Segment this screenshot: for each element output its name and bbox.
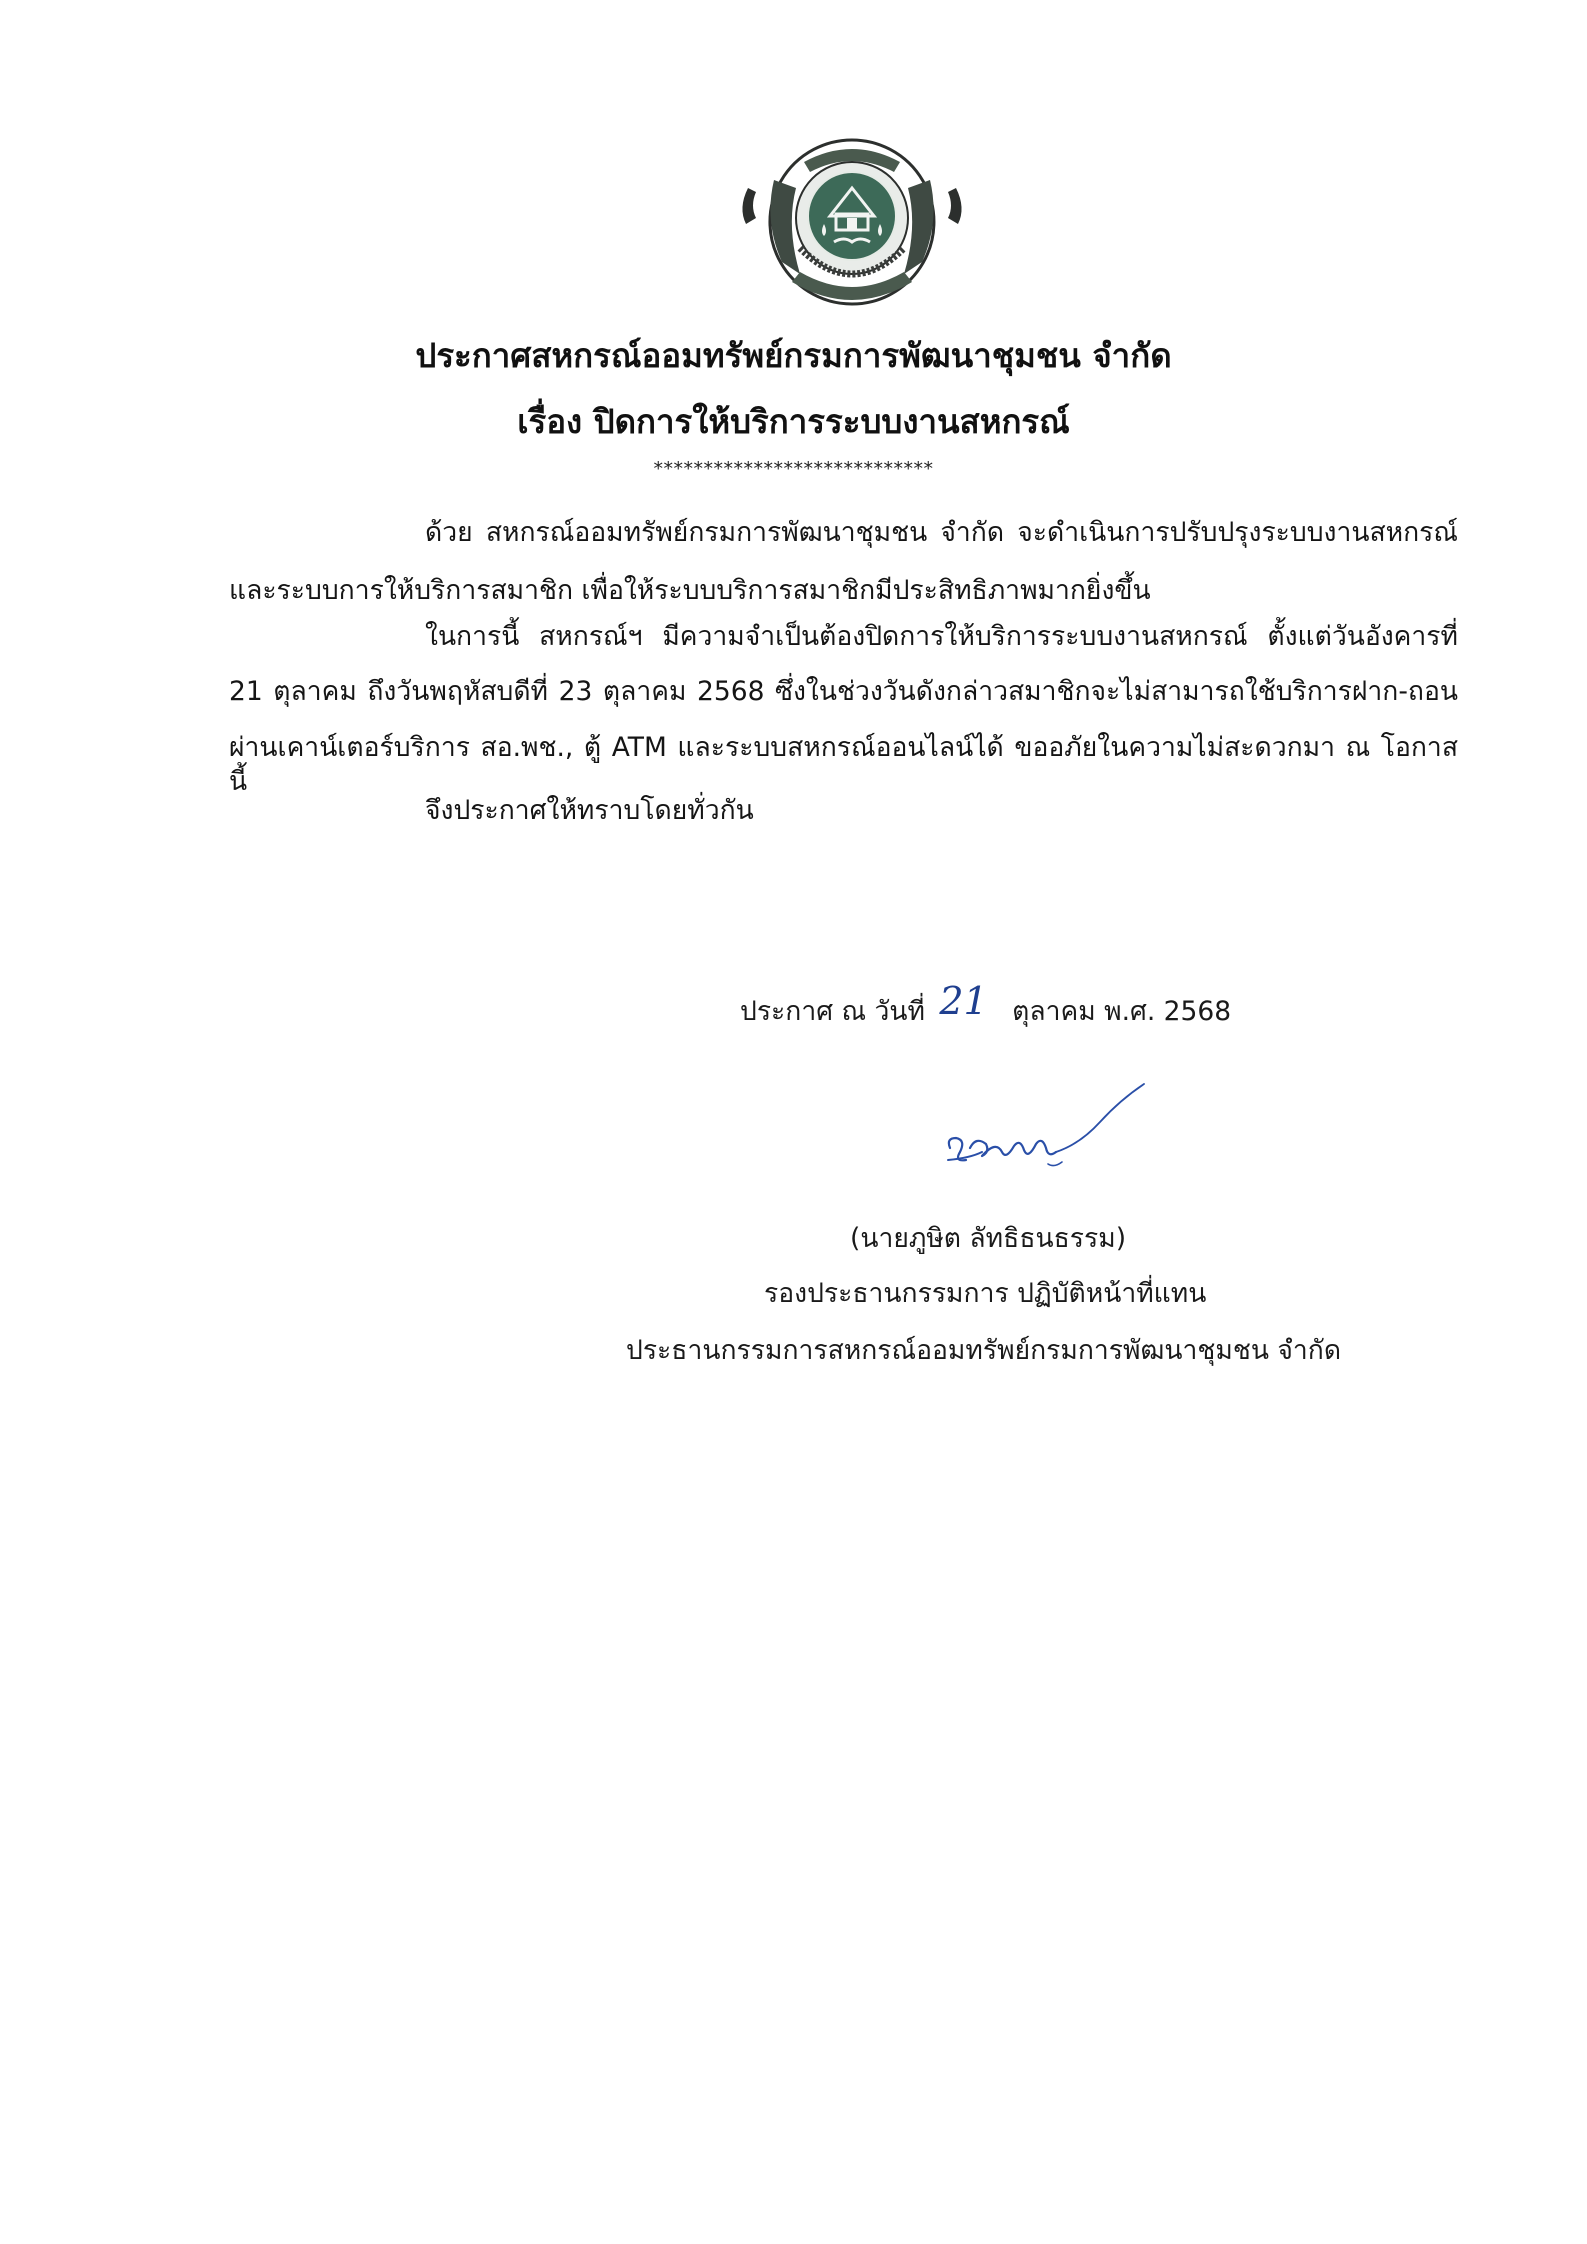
paragraph-3: จึงประกาศให้ทราบโดยทั่วกัน [425,795,754,826]
signatory-name: (นายภูษิต ลัทธิธนธรรม) [850,1223,1127,1254]
handwritten-signature-icon [930,1078,1160,1188]
paragraph-2-line-1: ในการนี้ สหกรณ์ฯ มีความจำเป็นต้องปิดการให้บริการระบบงานสหกรณ์ ตั้งแต่วันอังคารที่ [425,621,1458,652]
announcement-title: ประกาศสหกรณ์ออมทรัพย์กรมการพัฒนาชุมชน จำกัด [415,336,1172,375]
title-separator: **************************** [653,458,934,480]
date-prefix: ประกาศ ณ วันที่ [740,996,925,1027]
announcement-subject: เรื่อง ปิดการให้บริการระบบงานสหกรณ์ [517,402,1070,441]
paragraph-2-line-3: ผ่านเคาน์เตอร์บริการ สอ.พช., ตู้ ATM และระบบสหกรณ์ออนไลน์ได้ ขออภัยในความไม่สะดวกมา ณ โอกาสนี้ [229,732,1458,797]
paragraph-1-line-1: ด้วย สหกรณ์ออมทรัพย์กรมการพัฒนาชุมชน จำกัด จะดำเนินการปรับปรุงระบบงานสหกรณ์ [425,517,1458,548]
paragraph-2-line-2: 21 ตุลาคม ถึงวันพฤหัสบดีที่ 23 ตุลาคม 2568 ซึ่งในช่วงวันดังกล่าวสมาชิกจะไม่สามารถใช้บริการฝาก-ถอน [229,676,1458,707]
cooperative-seal-icon [734,132,970,312]
date-suffix: ตุลาคม พ.ศ. 2568 [1012,996,1232,1027]
paragraph-1-line-2: และระบบการให้บริการสมาชิก เพื่อให้ระบบบริการสมาชิกมีประสิทธิภาพมากยิ่งขึ้น [229,575,1151,606]
handwritten-day: 21 [939,979,988,1023]
announcement-date [740,979,1232,1029]
signatory-position-1: รองประธานกรรมการ ปฏิบัติหน้าที่แทน [764,1278,1207,1309]
signatory-position-2: ประธานกรรมการสหกรณ์ออมทรัพย์กรมการพัฒนาชุมชน จำกัด [626,1335,1342,1366]
